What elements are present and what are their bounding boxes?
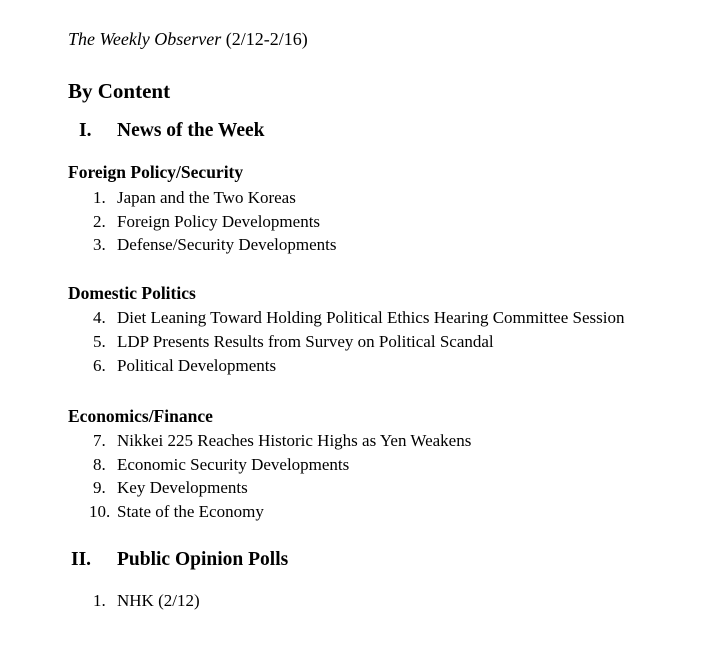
item-text: Economic Security Developments [117,455,350,474]
section-title: Public Opinion Polls [117,549,289,570]
item-number: 9. [93,478,106,497]
item-text: Japan and the Two Koreas [117,188,296,207]
by-content-heading: By Content [68,79,171,103]
section-title: News of the Week [117,120,265,141]
document-title [68,28,308,50]
item-number: 4. [93,308,106,327]
date-range: (2/12-2/16) [221,29,308,49]
item-text: Nikkei 225 Reaches Historic Highs as Yen Weakens [117,431,472,450]
item-text: LDP Presents Results from Survey on Political Scandal [117,332,494,351]
item-number: 8. [93,455,106,474]
item-number: 10. [89,502,111,521]
item-text: Political Developments [117,356,277,375]
item-text: Diet Leaning Toward Holding Political Ethics Hearing Committee Session [117,308,625,327]
item-text: NHK (2/12) [117,591,200,610]
subheading-economics-finance: Economics/Finance [68,406,213,426]
item-number: 3. [93,235,106,254]
item-text: Defense/Security Developments [117,235,337,254]
publication-name: The Weekly Observer [68,29,222,49]
item-text: Foreign Policy Developments [117,212,321,231]
subheading-domestic-politics: Domestic Politics [68,283,196,303]
item-number: 7. [93,431,106,450]
item-text: State of the Economy [117,502,264,521]
subheading-foreign-policy-security: Foreign Policy/Security [68,162,244,182]
item-number: 1. [93,591,106,610]
section-numeral: I. [79,120,92,141]
item-number: 6. [93,356,106,375]
section-numeral: II. [71,549,92,570]
item-number: 5. [93,332,106,351]
item-number: 1. [93,188,106,207]
item-text: Key Developments [117,478,248,497]
item-number: 2. [93,212,106,231]
